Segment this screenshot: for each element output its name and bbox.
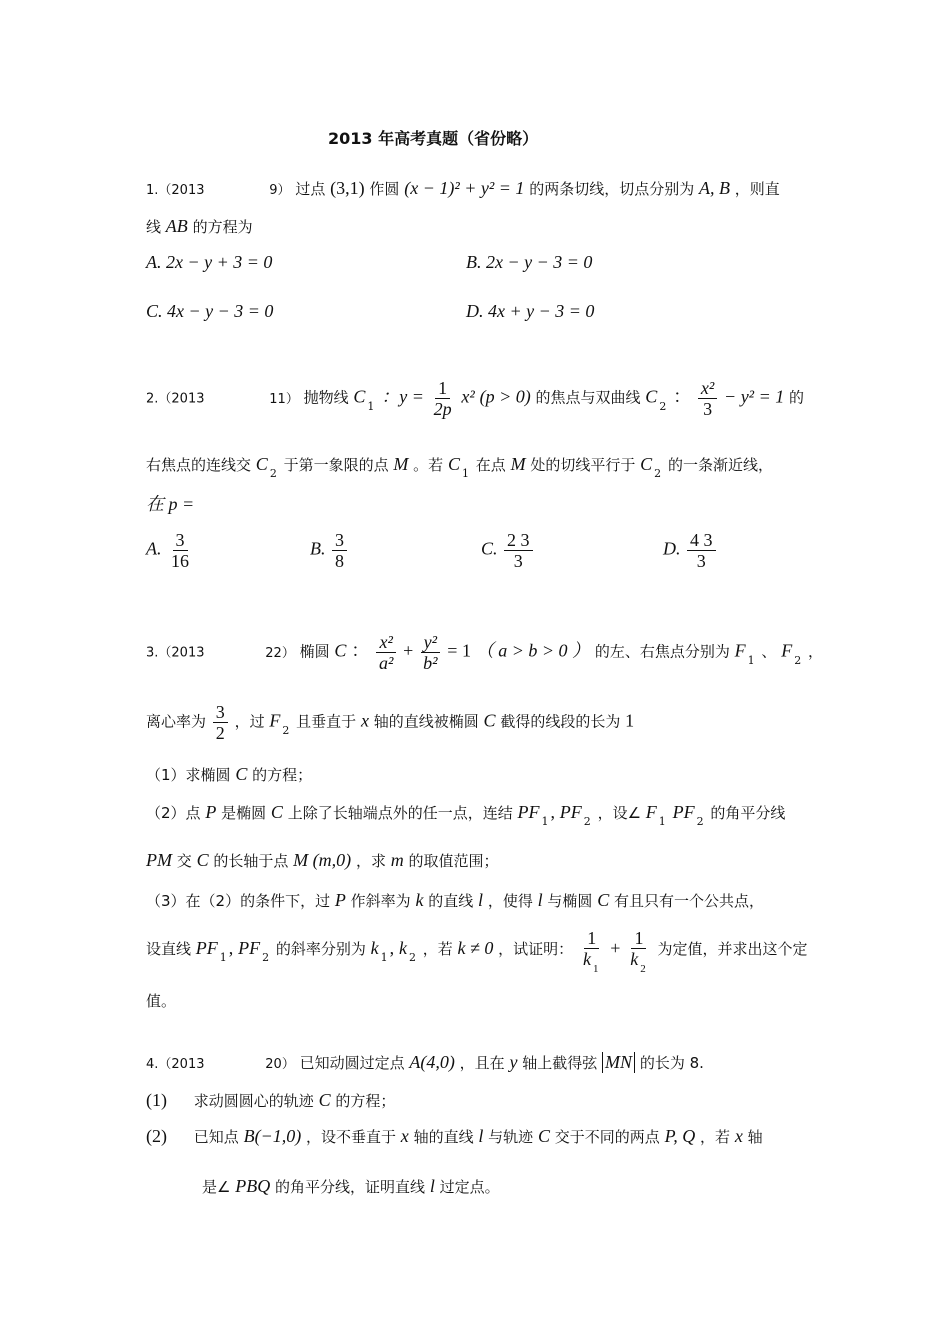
q3-l5-pm: PM [146,850,172,870]
question-1-line-2 [146,216,253,237]
q4-tag: 20） [265,1057,295,1072]
q3-l2-x: x [360,710,369,731]
q3-ecc-den: 2 [215,723,225,743]
q3-stem-a: 椭圆 [299,642,330,661]
q3-f2-sub: 2 [794,653,802,667]
q3-eccentricity-frac [213,702,228,743]
q3-p2-a: （2）点 [146,804,201,822]
q3-l2-d: 轴的直线被椭圆 [373,712,479,731]
q1-circle-eq: (x − 1)² + y² = 1 [404,178,525,198]
q3-p2-d: ，设∠ [597,804,642,822]
q2-option-c-frac [504,530,533,571]
q4-mn: MN [602,1052,635,1073]
q1-line2-a: 线 [146,218,162,236]
q4-part-2-line-2 [202,1176,500,1197]
q3-part-2-line-2 [146,850,499,871]
q3-p3-c-var: C [597,890,610,910]
q3-l2-b: ，过 [234,712,265,731]
q2-point-m: M [393,454,409,474]
q3-l2-one: 1 [625,710,635,731]
q2-option-b [310,530,349,571]
q3-f2-den: b² [423,653,438,673]
q2-number: 2.（2013 [146,391,205,407]
q4-p2-b: ，设不垂直于 [306,1128,397,1146]
q3-f2: F [781,640,793,661]
q4-number: 4.（2013 [146,1057,205,1072]
q4-l3-a: 是∠ [202,1178,231,1196]
q4-l3-b: 的角平分线，证明直线 [275,1178,426,1196]
q3-l2-a: 离心率为 [146,712,207,731]
q2-line2-a: 右焦点的连线交 [146,456,252,474]
q3-l2-c: 且垂直于 [296,712,357,731]
q3-colon: ： [351,640,370,661]
question-3-line-1 [146,632,823,673]
q3-stem-b: 的左、右焦点分别为 [594,642,730,661]
q3-p3-p: P [334,890,346,910]
q2-parabola-fraction [431,378,455,419]
q3-p3-k: k [415,890,424,910]
q4-stem-c: 轴上截得弦 [522,1054,598,1072]
q4-stem-d: 的长为 8. [639,1054,704,1072]
question-3-line-2 [146,702,634,743]
q2-option-c-label: C. [481,538,498,559]
q3-p3-l: l [478,890,484,910]
q3-p3-b: 作斜率为 [350,892,411,910]
q1-line2-b: 的方程为 [192,218,253,236]
q3-p2-pf1-sub: 1 [541,815,549,828]
q2-line2-c1-sub: 1 [461,467,469,480]
q3-l5-b: 的长轴于点 [213,852,289,870]
q2-option-a-label: A. [146,538,162,559]
q2-option-d-frac [687,530,716,571]
q3-f1-sub: 1 [747,653,755,667]
q1-option-b-label: B. [466,252,482,272]
q1-line2-ab: AB [165,216,188,236]
q3-p2-pf2-sub: 2 [583,815,591,828]
q2-c1-sub: 1 [367,399,375,413]
q2-option-a-num: 3 [173,530,188,551]
q2-c2: C [645,386,658,407]
q3-p2-p: P [205,802,217,822]
q4-p2-f: ，若 [700,1128,731,1146]
q3-l2-e: 截得的线段的长为 [500,712,621,731]
q3-l7-plus: + [610,938,621,958]
q4-part-2 [146,1126,763,1147]
question-4-line-1 [146,1052,704,1073]
q2-line2-c1: C [447,454,460,474]
q2-option-d-num: 4 3 [687,530,716,551]
q2-line2-c2: C [255,454,268,474]
q3-p2-angle-pf2: PF [672,802,695,822]
q3-p2-e: 的角平分线 [710,804,786,822]
q1-point: (3,1) [330,178,365,198]
q3-l5-mm: m [390,850,404,870]
q3-comma: ， [807,642,823,661]
q3-l7-frac-1-k-sub: 1 [592,963,599,975]
q2-option-c-den: 3 [513,551,523,571]
q3-tag: 22） [265,645,295,661]
q3-p2-b: 是椭圆 [221,804,267,822]
q3-p1-a: （1）求椭圆 [146,766,231,784]
q1-option-c-label: C. [146,301,163,321]
q2-option-b-label: B. [310,538,326,559]
q3-part-3 [146,890,764,911]
q2-colon-y: ：y = [381,386,424,407]
q3-l7-pf2-sub: 2 [262,951,270,964]
q3-l7-a: 设直线 [146,940,192,958]
q3-l7-frac-2-k: k [630,949,639,969]
q3-l7-pf1-sub: 1 [219,951,227,964]
q2-line2-e: 处的切线平行于 [530,456,636,474]
q4-p2-label: (2) [146,1126,167,1146]
q3-l7-frac-2 [627,928,651,975]
q3-p2-angle-f1: F [645,802,657,822]
q3-number: 3.（2013 [146,645,205,661]
q3-l7-frac-1-num: 1 [584,928,599,949]
q4-p2-c: 轴的直线 [413,1128,474,1146]
q3-ecc-num: 3 [213,702,228,723]
q3-p2-c-text: 上除了长轴端点外的任一点，连结 [287,804,513,822]
q2-option-c [481,530,535,571]
q1-option-d-label: D. [466,301,484,321]
q2-line2-c2b-sub: 2 [654,467,662,480]
q3-l2-c-var: C [483,710,496,731]
q2-hyperbola-fraction [698,378,717,419]
q1-option-d [466,301,594,322]
q4-stem-a: 已知动圆过定点 [299,1054,405,1072]
q1-option-a-eq: 2x − y + 3 = 0 [166,252,273,272]
q1-option-b-eq: 2x − y − 3 = 0 [486,252,593,272]
q3-p3-e: 与椭圆 [547,892,593,910]
q4-p2-d: 与轨迹 [488,1128,534,1146]
q3-l7-d: ，试证明： [498,940,574,958]
q4-stem-b: ，且在 [459,1054,505,1072]
q3-l7-pf2: PF [238,938,261,958]
q3-p2-c: C [270,802,283,822]
q2-option-c-num: 2 3 [504,530,533,551]
q4-p2-a: 已知点 [193,1128,239,1146]
q3-c: C [334,640,347,661]
q3-l2-f2: F [269,710,281,731]
q4-p1-b: 的方程； [335,1092,396,1110]
page-title: 2013 年高考真题（省份略） [328,129,539,148]
q1-option-c-eq: 4x − y − 3 = 0 [167,301,274,321]
q3-l7-frac-2-k-sub: 2 [640,963,646,975]
q2-option-b-num: 3 [332,530,347,551]
q3-l5-d: 的取值范围； [408,852,499,870]
q2-c2-sub: 2 [659,399,667,413]
q4-p2-g: 轴 [747,1128,763,1146]
q4-p1-c: C [318,1090,331,1110]
q3-l7-e: 为定值，并求出这个定 [657,940,808,958]
q4-p1-a: 求动圆圆心的轨迹 [193,1092,314,1110]
q3-l7-frac-1-den [580,949,604,975]
q3-l2-f2-sub: 2 [282,723,290,737]
q3-line-8: 值。 [146,992,177,1010]
q4-p2-pq: P, Q [664,1126,696,1146]
q3-part-2: （2）点 P 是椭圆 C 上除了长轴端点外的任一点，连结 PF $_1$ , PF $_2$ ，设∠ F $_1$ PF $_2$ 的角平分线 [146,802,786,828]
q3-p3-a: （3）在（2）的条件下，过 [146,892,331,910]
q3-p3-c: 的直线 [428,892,474,910]
q4-p2-c-var: C [537,1126,550,1146]
q2-option-d-label: D. [663,538,681,559]
q3-p3-d: ，使得 [487,892,533,910]
q3-p2-angle-pf2-sub: 2 [696,815,704,828]
q1-stem-d: ，则直 [734,180,780,198]
q1-tag: 9） [269,183,291,198]
q4-p2-l: l [478,1126,484,1146]
q3-l7-frac-1 [580,928,604,975]
q3-f1: F [734,640,746,661]
q3-l7-pf1: PF [195,938,218,958]
q3-p2-pf1: PF [517,802,540,822]
q3-l7-frac-2-den [627,949,651,975]
q2-option-d [663,530,718,571]
q3-sep: 、 [761,642,777,661]
question-2-line-2 [146,454,773,480]
q4-p2-x2: x [734,1126,743,1146]
q1-stem-a: 过点 [295,180,326,198]
q2-hyperbola-rest: − y² = 1 [724,386,785,407]
q4-p2-e: 交于不同的两点 [554,1128,660,1146]
q2-line2-f: 的一条渐近线， [667,456,773,474]
q4-p1-label: (1) [146,1090,167,1110]
q1-option-a-label: A. [146,252,162,272]
q2-condition: (p > 0) [479,386,531,407]
q2-frac-den: 2p [433,399,452,419]
q1-stem-c: 的两条切线，切点分别为 [529,180,695,198]
q3-f1-den: a² [378,653,394,673]
q4-y: y [509,1052,518,1072]
q1-number: 1.（2013 [146,183,205,198]
q3-l5-c: C [196,850,209,870]
q3-l7-frac-2-num: 1 [631,928,646,949]
q3-l7-b: 的斜率分别为 [275,940,366,958]
q4-part-1 [146,1090,395,1111]
q3-ellipse-frac-1 [376,632,396,673]
q2-tag: 11） [269,391,299,407]
q1-option-d-eq: 4x + y − 3 = 0 [488,301,595,321]
q3-l7-frac-1-k: k [582,949,591,969]
q2-line2-m: M [510,454,526,474]
q1-option-c [146,301,273,322]
q3-ellipse-frac-2 [420,632,440,673]
q4-l3-pbq: PBQ [235,1176,271,1196]
q3-p2-pf2: PF [559,802,582,822]
q3-l7-k1-sub: 1 [380,951,388,964]
q2-line2-c2b: C [640,454,653,474]
q3-l7-c: ，若 [422,940,453,958]
q2-frac-num: 1 [435,378,450,399]
question-2-line-1 [146,378,804,419]
q3-l5-a: 交 [176,852,192,870]
q3-l7-k-neq: k ≠ 0 [457,938,494,958]
q4-p2-x: x [400,1126,409,1146]
q4-point-b: B(−1,0) [243,1126,302,1146]
q1-option-b [466,252,592,273]
q2-line2-c2-sub: 2 [269,467,277,480]
q3-plus: + [403,640,414,661]
q2-stem-b: 的焦点与双曲线 [535,388,641,407]
q3-p1-b: 的方程； [252,766,313,784]
q2-line2-b: 于第一象限的点 [283,456,389,474]
q3-part-1 [146,764,312,785]
question-1-line-1 [146,178,780,199]
q4-point-a: A(4,0) [409,1052,455,1072]
q2-hfrac-den: 3 [703,399,713,419]
q3-eq1: = 1 [447,640,471,661]
q3-f1-num: x² [376,632,395,653]
q3-l7-k2: k [398,938,407,958]
q3-part-3-line-2: 设直线 PF $_1$ , PF $_2$ 的斜率分别为 k $_1$ , k $_2$ ，若 k ≠ 0 ，试证明： $\frac{1}{k _1}$ + $\frac{1}{k _2}$ 为定值，并求出这个定 [146,928,808,975]
q2-stem-a: 抛物线 [303,388,349,407]
q2-stem-c: 的 [789,388,805,407]
q1-stem-b: 作圆 [369,180,400,198]
q1-option-a [146,252,272,273]
q3-l7-k2-sub: 2 [408,951,416,964]
q2-option-d-den: 3 [696,551,706,571]
q2-line-3: 在 p = [146,494,195,514]
q2-colon: ： [673,386,692,407]
q2-x-squared: x² [461,386,475,407]
q2-option-b-frac [332,530,347,571]
q3-f2-num: y² [421,632,440,653]
q2-option-b-den: 8 [335,551,344,571]
q2-option-a [146,530,194,571]
q2-line2-d: 在点 [475,456,506,474]
q3-l5-m: M (m,0) [293,850,352,870]
q3-l5-c-text: ，求 [355,852,386,870]
q3-p2-angle-f1-sub: 1 [658,815,666,828]
q3-p3-f: 有且只有一个公共点， [614,892,765,910]
q3-p1-c: C [235,764,248,784]
q3-condition: （ a > b > 0 ） [475,640,591,661]
q2-c1: C [353,386,366,407]
q4-l3-l: l [429,1176,435,1196]
q3-l7-k1: k [370,938,379,958]
q3-p3-l2: l [537,890,543,910]
q2-line2-c: 。若 [413,456,444,474]
q2-option-a-den: 16 [171,551,189,571]
q4-l3-c: 过定点。 [439,1178,500,1196]
q1-points-ab: A, B [699,178,730,198]
q2-hfrac-num: x² [698,378,717,399]
q2-option-a-frac [168,530,192,571]
